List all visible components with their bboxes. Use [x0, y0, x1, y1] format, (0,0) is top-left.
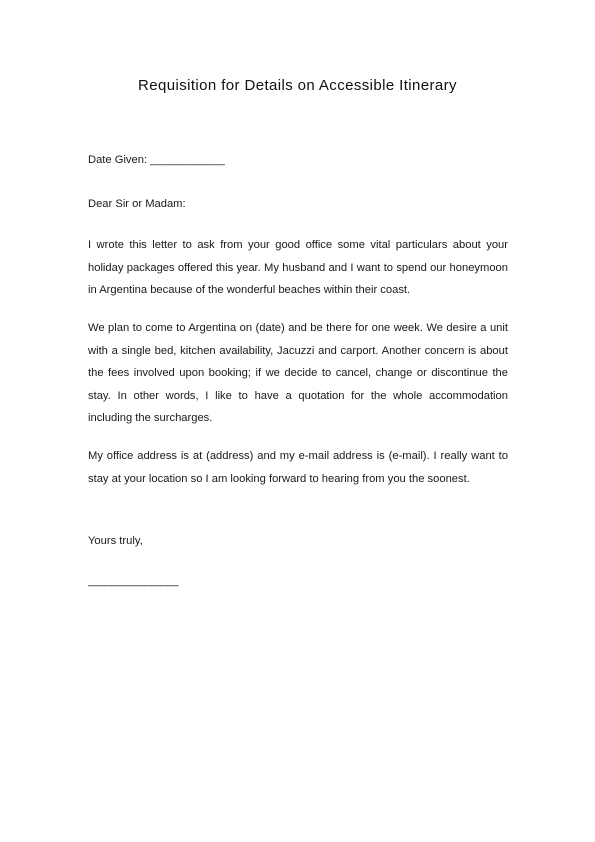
- salutation: Dear Sir or Madam:: [88, 198, 186, 210]
- date-given-line: Date Given: ____________: [88, 154, 225, 166]
- closing: Yours truly,: [88, 535, 143, 547]
- signature-line: ________________: [88, 575, 178, 587]
- body-paragraph-2: We plan to come to Argentina on (date) and be there for one week. We desire a unit with a single bed, kitchen availability, Jacuzzi and carport. Another concern is about the fees involved upon booking; if we decide to cancel, change or discontinue the stay. In other words, I like to have a quotation for the whole accommodation including the surcharges.: [88, 322, 508, 424]
- body-paragraph-1: I wrote this letter to ask from your good office some vital particulars about your holiday packages offered this year. My husband and I want to spend our honeymoon in Argentina because of the wonderful beaches within their coast.: [88, 239, 508, 296]
- body-paragraph-3: My office address is at (address) and my e-mail address is (e-mail). I really want to stay at your location so I am looking forward to hearing from you the soonest.: [88, 450, 508, 485]
- letter-title: Requisition for Details on Accessible Itinerary: [138, 77, 457, 94]
